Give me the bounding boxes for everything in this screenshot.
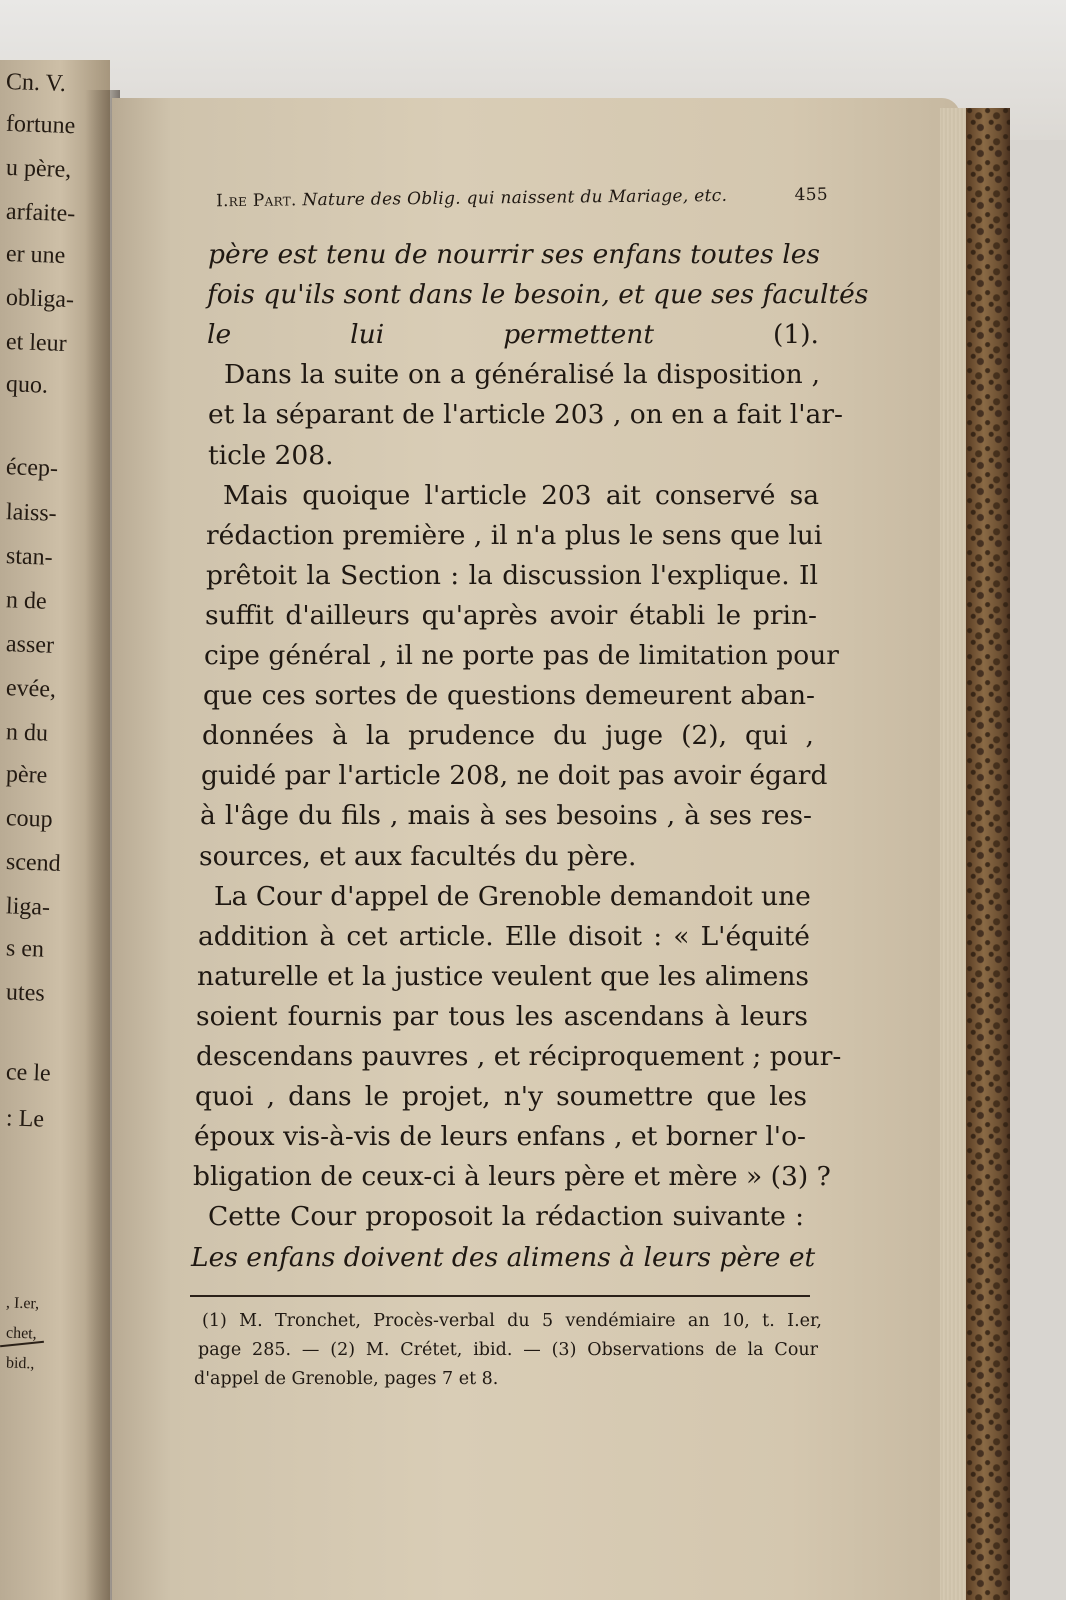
body-line: données à la prudence du juge (2), qui , [202, 720, 814, 752]
left-page-fragment: ce le [5, 1059, 52, 1087]
running-head-title: Nature des Oblig. qui naissent du Mariage, etc. [302, 185, 728, 211]
body-line: cipe général , il ne porte pas de limitation pour [204, 640, 839, 671]
left-page-fragment: : Le [5, 1105, 45, 1133]
body-line: le lui permettent (1). [207, 319, 819, 351]
left-page-fragment: et leur [5, 328, 68, 358]
left-page-fragment: er une [5, 240, 66, 270]
body-line: rédaction première , il n'a plus le sens que lui [206, 519, 823, 551]
footnote-rule [190, 1295, 810, 1297]
left-page-fragment: coup [5, 805, 54, 833]
left-page-fragment: stan- [5, 543, 54, 571]
body-line: naturelle et la justice veulent que les alimens [197, 960, 809, 992]
left-page-fragment: fortune [5, 110, 76, 140]
footnote-line: (1) M. Tronchet, Procès-verbal du 5 vendémiaire an 10, t. I.er, [202, 1311, 822, 1331]
body-line: Mais quoique l'article 203 ait conservé sa [223, 479, 819, 511]
left-page-fragment: u père, [5, 154, 72, 184]
left-page-fragment: n du [5, 719, 49, 747]
left-page-fragment: utes [5, 979, 46, 1007]
left-page-fragment: Cn. V. [5, 68, 67, 98]
page-number: 455 [794, 184, 829, 206]
footnote-line: page 285. — (2) M. Crétet, ibid. — (3) Observations de la Cour [198, 1340, 818, 1360]
body-line: prêtoit la Section : la discussion l'explique. Il [206, 559, 818, 591]
left-page-fragment: écep- [5, 454, 59, 482]
left-page-fragment: quo. [5, 371, 49, 399]
body-line: à l'âge du fils , mais à ses besoins , à ses res- [200, 800, 812, 832]
body-line: ticle 208. [208, 439, 334, 471]
marbled-cover-pattern [966, 108, 1010, 1600]
body-line: guidé par l'article 208, ne doit pas avoir égard [201, 760, 828, 792]
body-line: et la séparant de l'article 203 , on en a fait l'ar- [208, 399, 843, 431]
left-page-footnote-fragment: chet, [5, 1324, 37, 1343]
left-page-fragment: obliga- [5, 284, 75, 314]
body-line: Les enfans doivent des alimens à leurs père et [191, 1241, 816, 1273]
left-page-footnote-fragment: bid., [5, 1354, 35, 1373]
left-page-fragment: père [5, 761, 48, 789]
body-line: fois qu'ils sont dans le besoin, et que ses facultés [207, 279, 869, 311]
left-page-fragment: scend [5, 849, 62, 877]
body-line: addition à cet article. Elle disoit : « L'équité [198, 920, 810, 952]
running-head-part: I.re Part. [215, 190, 297, 212]
body-line: quoi , dans le projet, n'y soumettre que les [195, 1081, 807, 1113]
body-line: bligation de ceux-ci à leurs père et mère » (3) ? [193, 1161, 831, 1193]
body-line: sources, et aux facultés du père. [199, 840, 637, 872]
left-page-fragment: asser [5, 631, 55, 659]
body-line: La Cour d'appel de Grenoble demandoit une [214, 880, 811, 912]
body-line: époux vis-à-vis de leurs enfans , et borner l'o- [194, 1121, 806, 1153]
body-line: que ces sortes de questions demeurent aban- [203, 680, 815, 712]
left-page-fragment: liga- [5, 893, 51, 921]
body-line: Dans la suite on a généralisé la disposition , [224, 359, 820, 391]
body-line: descendans pauvres , et réciproquement ; pour- [196, 1041, 842, 1072]
body-line: soient fournis par tous les ascendans à leurs [196, 1000, 808, 1032]
left-page-fragment: laiss- [5, 499, 58, 527]
body-line: suffit d'ailleurs qu'après avoir établi le prin- [205, 599, 817, 631]
body-line: père est tenu de nourrir ses enfans toutes les [208, 239, 820, 270]
left-page-fragment: s en [5, 935, 45, 963]
left-page-fragment: arfaite- [5, 198, 76, 228]
left-page-fragment: evée, [5, 675, 57, 703]
body-line: Cette Cour proposoit la rédaction suivante : [208, 1201, 804, 1233]
footnote-line: d'appel de Grenoble, pages 7 et 8. [194, 1369, 499, 1389]
left-page-fragment: n de [5, 587, 48, 615]
left-page-footnote-fragment: , I.er, [5, 1294, 40, 1313]
